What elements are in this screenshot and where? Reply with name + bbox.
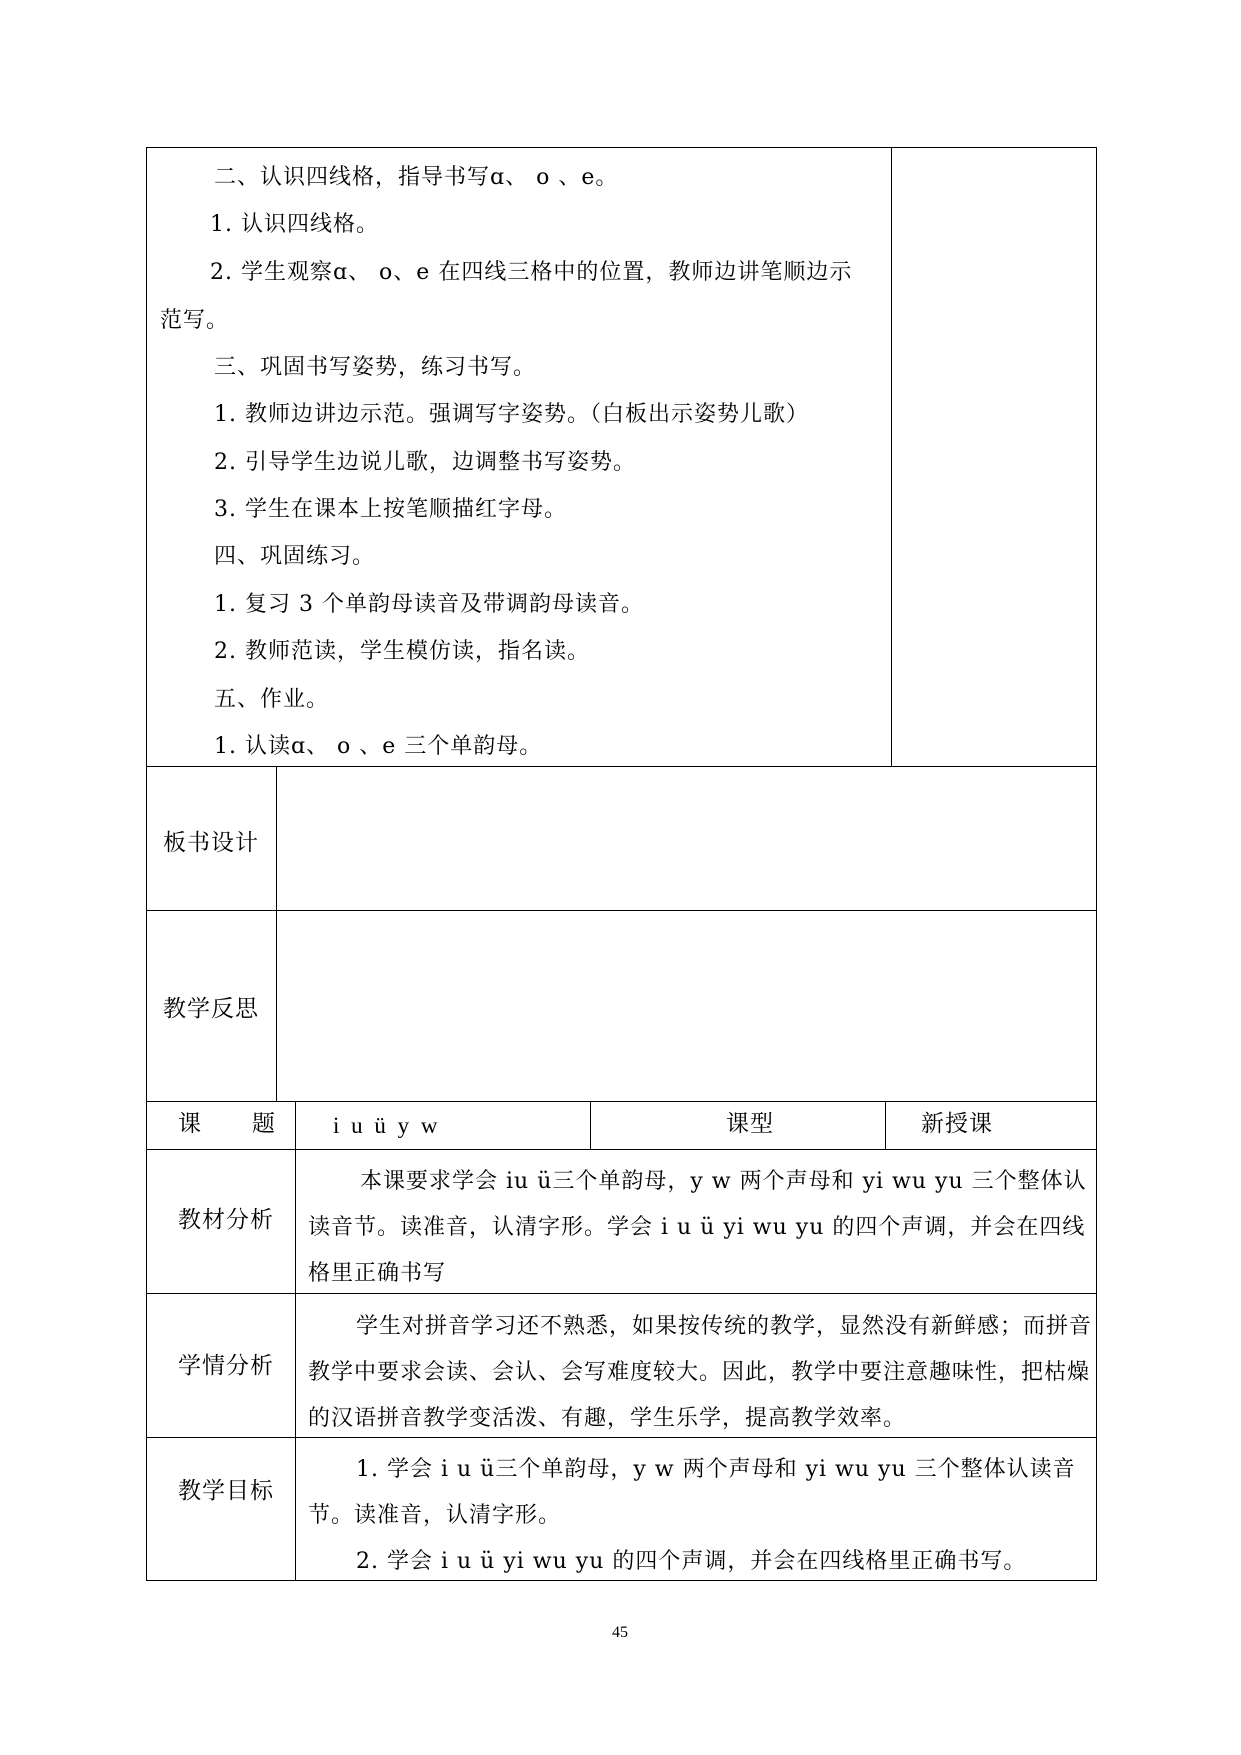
page-number: 45 bbox=[612, 1624, 628, 1641]
procedure-line: 1. 认读ɑ、 o 、e 三个单韵母。 bbox=[214, 734, 543, 759]
procedure-line: 二、认识四线格，指导书写ɑ、 o 、e。 bbox=[214, 165, 619, 190]
board-design-label: 板书设计 bbox=[163, 830, 259, 856]
row-divider bbox=[146, 766, 1097, 767]
procedure-line: 1. 复习 3 个单韵母读音及带调韵母读音。 bbox=[214, 592, 644, 617]
procedure-line: 三、巩固书写姿势，练习书写。 bbox=[214, 355, 537, 380]
textbook-analysis-text: 本课要求学会 iu ü三个单韵母，y w 两个声母和 yi wu yu 三个整体认读音节。读准音，认清字形。学会 i u ü yi wu yu 的四个声调，并会在四线格里正确书写 bbox=[308, 1169, 1087, 1286]
board-design-cell bbox=[280, 770, 1092, 906]
column-divider bbox=[885, 1101, 886, 1149]
column-divider bbox=[276, 766, 277, 1101]
procedure-line: 五、作业。 bbox=[214, 687, 330, 712]
column-divider bbox=[590, 1101, 591, 1149]
student-analysis-text: 学生对拼音学习还不熟悉，如果按传统的教学，显然没有新鲜感；而拼音教学中要求会读、会认、会写难度较大。因此，教学中要注意趣味性，把枯燥的汉语拼音教学变活泼、有趣，学生乐学，提高教学效率。 bbox=[308, 1314, 1093, 1431]
procedure-line: 1. 教师边讲边示范。强调写字姿势。（白板出示姿势儿歌） bbox=[214, 402, 809, 427]
table-border-right bbox=[1096, 147, 1097, 1581]
objectives-list bbox=[308, 1447, 1096, 1585]
topic-label: 课 题 bbox=[178, 1111, 276, 1137]
column-divider bbox=[891, 147, 892, 766]
student-analysis-label: 学情分析 bbox=[178, 1353, 274, 1379]
objectives-label: 教学目标 bbox=[178, 1478, 274, 1504]
topic-value: i u ü y w bbox=[333, 1113, 439, 1138]
textbook-analysis-label: 教材分析 bbox=[178, 1207, 274, 1233]
procedure-line: 1. 认识四线格。 bbox=[210, 212, 379, 237]
lesson-type-value: 新授课 bbox=[921, 1111, 993, 1137]
row-divider bbox=[146, 1149, 1097, 1150]
procedure-line: 2. 学生观察ɑ、 o、e 在四线三格中的位置，教师边讲笔顺边示 bbox=[210, 260, 853, 285]
procedure-line: 四、巩固练习。 bbox=[214, 544, 376, 569]
table-border-top bbox=[146, 147, 1097, 148]
procedure-line: 2. 引导学生边说儿歌，边调整书写姿势。 bbox=[214, 450, 636, 475]
table-border-left bbox=[146, 147, 147, 1581]
objective-item: 2. 学会 i u ü yi wu yu 的四个声调，并会在四线格里正确书写。 bbox=[356, 1549, 1027, 1574]
row-divider bbox=[146, 1101, 1097, 1102]
reflection-cell bbox=[280, 914, 1092, 1097]
objective-item: 1. 学会 i u ü三个单韵母，y w 两个声母和 yi wu yu 三个整体认读音节。读准音，认清字形。 bbox=[308, 1457, 1076, 1528]
procedure-line: 2. 教师范读，学生模仿读，指名读。 bbox=[214, 639, 590, 664]
lesson-type-label: 课型 bbox=[726, 1111, 774, 1137]
reflection-label: 教学反思 bbox=[163, 996, 259, 1022]
procedure-line: 3. 学生在课本上按笔顺描红字母。 bbox=[214, 497, 567, 522]
column-divider bbox=[295, 1101, 296, 1580]
procedure-line: 范写。 bbox=[160, 308, 230, 333]
row-divider bbox=[146, 910, 1097, 911]
